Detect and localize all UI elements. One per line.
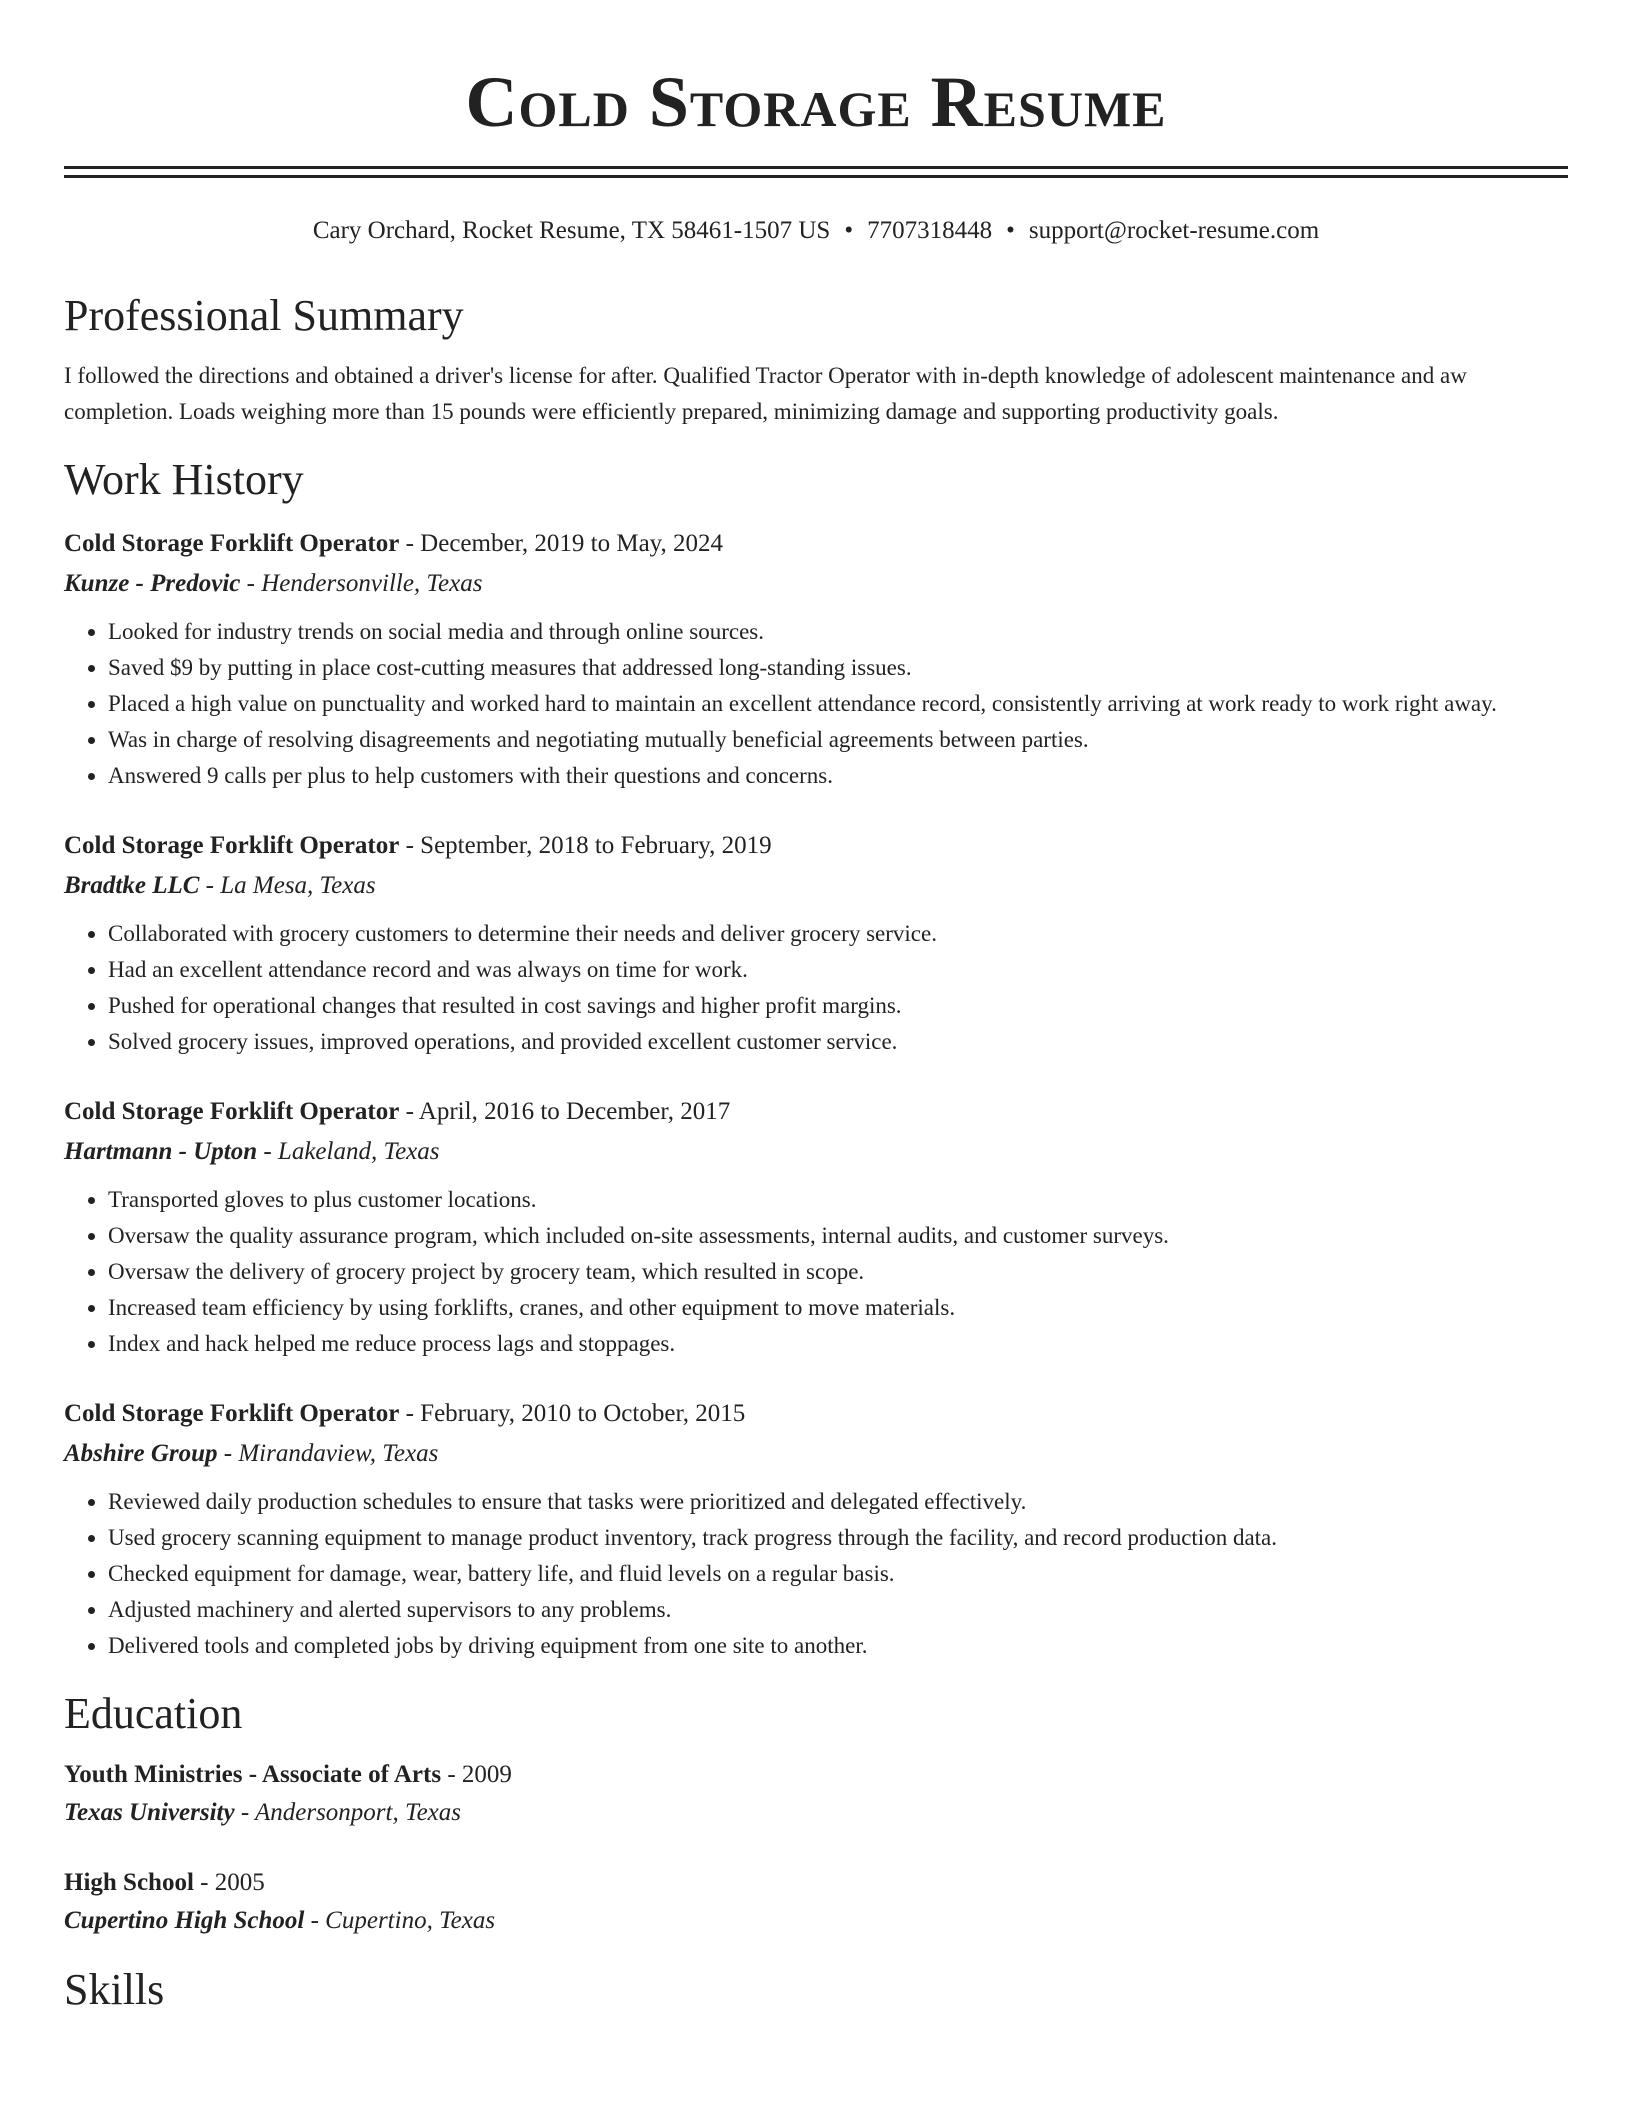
- job-title: Cold Storage Forklift Operator: [64, 530, 400, 557]
- contact-email: support@rocket-resume.com: [1028, 217, 1320, 244]
- employer-location: - Mirandaview, Texas: [217, 1440, 439, 1467]
- job-title-line: [64, 524, 1568, 564]
- job-title: Cold Storage Forklift Operator: [64, 832, 400, 859]
- employer-line: [64, 1132, 1568, 1172]
- job-dates: - April, 2016 to December, 2017: [399, 1098, 731, 1125]
- employer-name: Abshire Group: [64, 1440, 218, 1467]
- work-history-heading: Work History: [64, 455, 304, 504]
- contact-address: Cary Orchard, Rocket Resume, TX 58461-1507 US: [312, 217, 831, 244]
- job-entry: [64, 1092, 1568, 1362]
- degree-name: High School: [64, 1869, 194, 1896]
- contact-separator: •: [1006, 217, 1015, 244]
- job-duty: • Checked equipment for damage, wear, battery life, and fluid levels on a regular basis.: [108, 1556, 1568, 1592]
- skills-heading: Skills: [64, 1965, 165, 2014]
- job-duties-list: [64, 916, 1568, 1060]
- employer-location: - La Mesa, Texas: [199, 872, 376, 899]
- school-line: [64, 1902, 1568, 1940]
- job-duty: • Was in charge of resolving disagreements and negotiating mutually beneficial agreements between parties.: [108, 722, 1568, 758]
- job-duty: • Used grocery scanning equipment to manage product inventory, track progress through the facility, and record production data.: [108, 1520, 1568, 1556]
- job-duty: • Pushed for operational changes that resulted in cost savings and higher profit margins.: [108, 988, 1568, 1024]
- job-duty: • Index and hack helped me reduce process lags and stoppages.: [108, 1326, 1568, 1362]
- job-dates: - December, 2019 to May, 2024: [399, 530, 724, 557]
- job-duty: • Solved grocery issues, improved operations, and provided excellent customer service.: [108, 1024, 1568, 1060]
- job-duty: • Collaborated with grocery customers to determine their needs and deliver grocery service.: [108, 916, 1568, 952]
- school-name: Texas University: [64, 1799, 235, 1826]
- job-duty: • Increased team efficiency by using forklifts, cranes, and other equipment to move materials.: [108, 1290, 1568, 1326]
- job-title-line: [64, 1092, 1568, 1132]
- job-duties-list: [64, 614, 1568, 794]
- education-heading: Education: [64, 1689, 243, 1738]
- school-line: [64, 1794, 1568, 1832]
- title-rule-top: [64, 166, 1568, 169]
- job-entry: [64, 826, 1568, 1060]
- job-duty: • Looked for industry trends on social media and through online sources.: [108, 614, 1568, 650]
- degree-name: Youth Ministries - Associate of Arts: [64, 1761, 442, 1788]
- job-duties-list: [64, 1182, 1568, 1362]
- job-entry: [64, 1394, 1568, 1664]
- job-dates: - February, 2010 to October, 2015: [399, 1400, 746, 1427]
- school-location: - Cupertino, Texas: [304, 1907, 496, 1934]
- job-duty: • Answered 9 calls per plus to help customers with their questions and concerns.: [108, 758, 1568, 794]
- contact-line: [64, 214, 1568, 248]
- job-title-line: [64, 826, 1568, 866]
- job-duty: • Had an excellent attendance record and was always on time for work.: [108, 952, 1568, 988]
- education-entry: [64, 1864, 1568, 1940]
- contact-phone: 7707318448: [867, 217, 993, 244]
- employer-line: [64, 1434, 1568, 1474]
- job-duty: • Placed a high value on punctuality and worked hard to maintain an excellent attendance record, consistently arriving at work ready to work right away.: [108, 686, 1568, 722]
- job-duty: • Oversaw the delivery of grocery project by grocery team, which resulted in scope.: [108, 1254, 1568, 1290]
- job-duty: • Adjusted machinery and alerted supervisors to any problems.: [108, 1592, 1568, 1628]
- employer-name: Bradtke LLC: [64, 872, 200, 899]
- summary-heading: Professional Summary: [64, 291, 464, 340]
- job-title: Cold Storage Forklift Operator: [64, 1098, 400, 1125]
- employer-line: [64, 866, 1568, 906]
- education-entry: [64, 1756, 1568, 1832]
- resume-title: Cold Storage Resume: [465, 62, 1167, 142]
- employer-name: Hartmann - Upton: [64, 1138, 258, 1165]
- job-dates: - September, 2018 to February, 2019: [399, 832, 772, 859]
- job-duty: • Oversaw the quality assurance program, which included on-site assessments, internal audits, and customer surveys.: [108, 1218, 1568, 1254]
- degree-year: - 2005: [193, 1869, 265, 1896]
- employer-name: Kunze - Predovic: [64, 570, 241, 597]
- employer-location: - Hendersonville, Texas: [240, 570, 483, 597]
- job-duty: • Saved $9 by putting in place cost-cutting measures that addressed long-standing issues.: [108, 650, 1568, 686]
- school-name: Cupertino High School: [64, 1907, 305, 1934]
- degree-year: - 2009: [441, 1761, 512, 1788]
- job-duty: • Transported gloves to plus customer locations.: [108, 1182, 1568, 1218]
- employer-location: - Lakeland, Texas: [257, 1138, 440, 1165]
- job-duty: • Delivered tools and completed jobs by driving equipment from one site to another.: [108, 1628, 1568, 1664]
- job-title: Cold Storage Forklift Operator: [64, 1400, 400, 1427]
- job-duty: • Reviewed daily production schedules to ensure that tasks were prioritized and delegated effectively.: [108, 1484, 1568, 1520]
- degree-line: [64, 1756, 1568, 1794]
- summary-text: I followed the directions and obtained a driver's license for after. Qualified Tractor Operator with in-depth knowledge of adolescent maintenance and aw completion. Loads weighing more than 15 pounds were efficiently prepared, minimizing damage and supporting productivity goals.: [64, 363, 1467, 424]
- job-entry: [64, 524, 1568, 794]
- school-location: - Andersonport, Texas: [234, 1799, 461, 1826]
- job-title-line: [64, 1394, 1568, 1434]
- title-rule-bottom: [64, 175, 1568, 178]
- degree-line: [64, 1864, 1568, 1902]
- employer-line: [64, 564, 1568, 604]
- job-duties-list: [64, 1484, 1568, 1664]
- contact-separator: •: [844, 217, 854, 244]
